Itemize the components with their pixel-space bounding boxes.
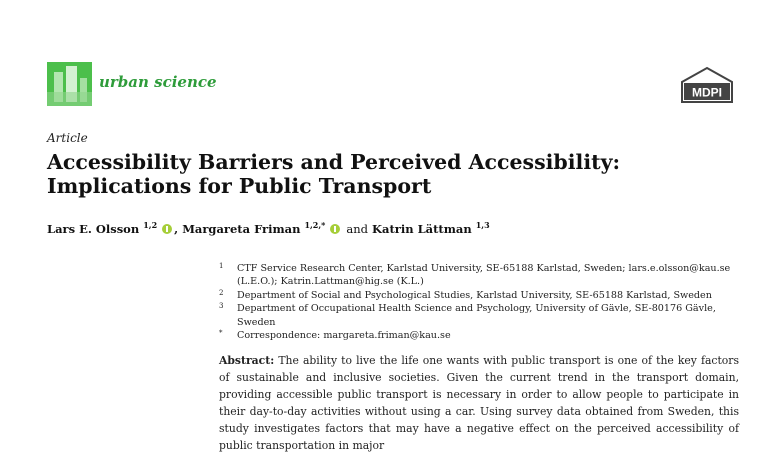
abstract-text: The ability to live the life one wants with public transport is one of the key factors of sustainable and inclusive societies. Given the current trend in the transport domain, providing accessible public transport is necessary in order to allow people to participate in their day-to-day activities without using a car. Using survey data obtained from Sweden, this study investigates factors that may have a negative effect on the perceived accessibility of public transportation in major xyxy=(219,354,740,452)
abstract xyxy=(219,352,739,454)
affiliation-number: 3 xyxy=(219,302,224,311)
mdpi-logo-icon[interactable] xyxy=(678,66,736,106)
affiliation-text: Department of Occupational Health Science and Psychology, University of Gävle, SE-80176 Gävle, Sweden xyxy=(237,303,716,328)
author-list: Lars E. Olsson $^{1,2}$ , Margareta Friman $^{1,2,*}$ and Katrin Lättman $^{1,3}$ xyxy=(47,220,490,236)
affiliation-number: 1 xyxy=(219,262,224,270)
affiliation-text: Department of Social and Psychological Studies, Karlstad University, SE-65188 Karlstad, Sweden xyxy=(237,289,712,301)
publisher-name: MDPI xyxy=(692,85,722,100)
author-name[interactable]: Lars E. Olsson xyxy=(47,222,140,236)
author-name[interactable]: Margareta Friman xyxy=(182,222,301,236)
author-affiliation-marks: 1,2,* xyxy=(304,220,326,231)
author-conjunction: and xyxy=(346,222,368,236)
affiliation-item xyxy=(219,329,739,342)
affiliations xyxy=(219,262,739,342)
affiliation-number: 2 xyxy=(219,288,224,297)
abstract-label: Abstract: xyxy=(219,354,275,367)
author-name[interactable]: Katrin Lättman xyxy=(372,222,472,236)
journal-name[interactable]: urban science xyxy=(99,73,217,91)
affiliation-item xyxy=(219,302,739,329)
affiliation-item xyxy=(219,262,739,289)
author-affiliation-marks: 1,3 xyxy=(475,220,490,231)
correspondence-text: Correspondence: margareta.friman@kau.se xyxy=(237,330,451,342)
orcid-icon[interactable] xyxy=(162,224,172,234)
orcid-icon[interactable] xyxy=(330,224,340,234)
journal-logo-icon xyxy=(47,62,92,106)
article-title: Accessibility Barriers and Perceived Accessibility: Implications for Public Transport xyxy=(47,150,621,198)
author-affiliation-marks: 1,2 xyxy=(143,220,158,231)
affiliation-number: * xyxy=(219,329,223,338)
article-type: Article xyxy=(47,131,88,145)
affiliation-item xyxy=(219,289,739,302)
affiliation-text: CTF Service Research Center, Karlstad University, SE-65188 Karlstad, Sweden; lars.e.olsson@kau.se (L.E.O.); Katrin.Lattman@hig.se (K.L.) xyxy=(237,263,731,288)
